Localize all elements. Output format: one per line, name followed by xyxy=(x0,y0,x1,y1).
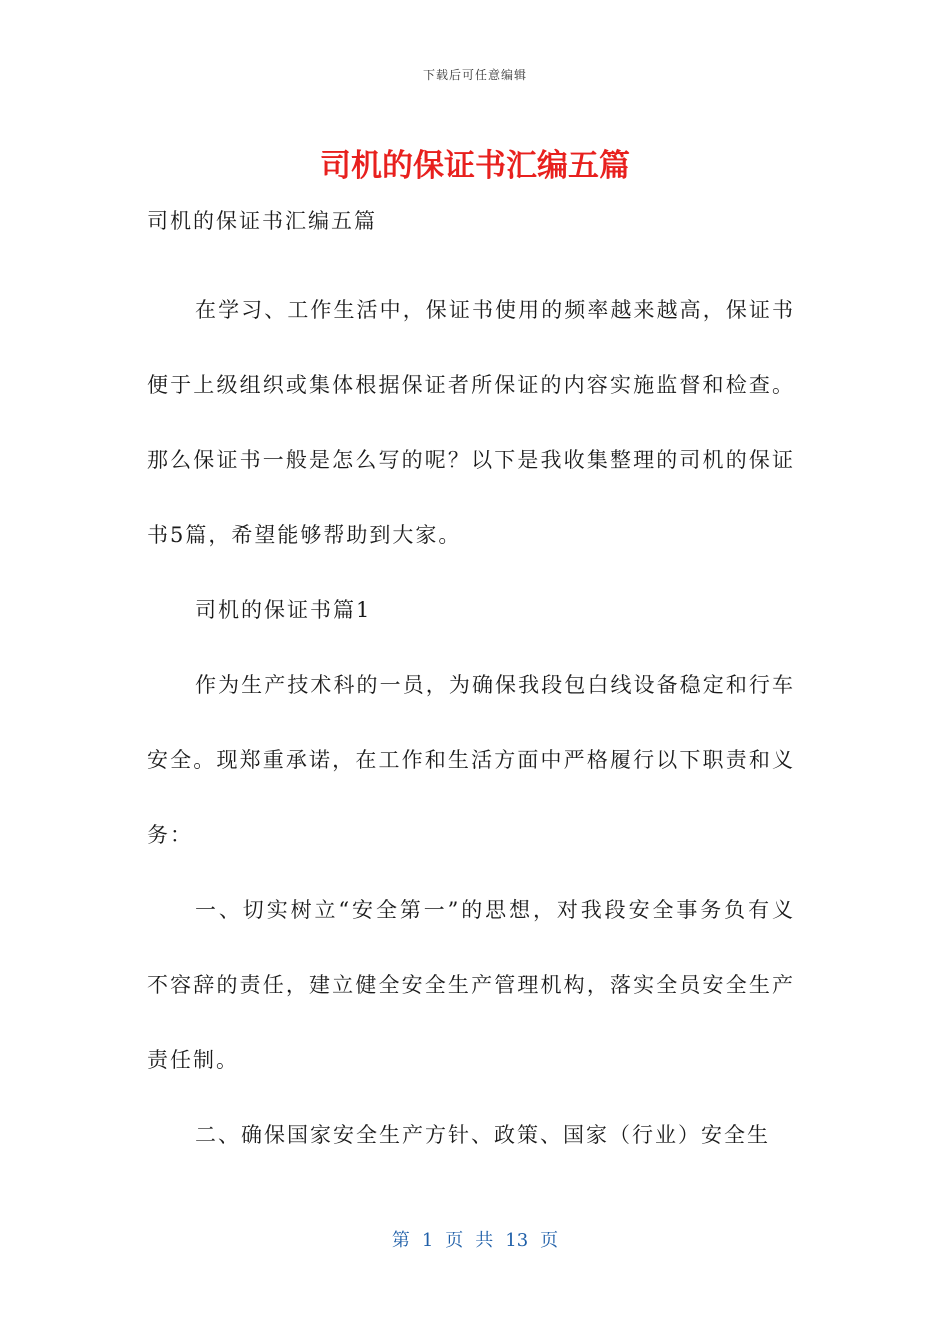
document-subtitle: 司机的保证书汇编五篇 xyxy=(147,209,377,233)
document-body xyxy=(147,273,795,1173)
paragraph-item-1: 一、切实树立“安全第一”的思想，对我段安全事务负有义不容辞的责任，建立健全安全生产管理机构，落实全员安全生产责任制。 xyxy=(147,898,795,1072)
paragraph-commitment: 作为生产技术科的一员，为确保我段包白线设备稳定和行车安全。现郑重承诺，在工作和生活方面中严格履行以下职责和义务： xyxy=(147,673,795,847)
page-label-suffix: 页 xyxy=(540,1230,559,1251)
header-note: 下载后可任意编辑 xyxy=(422,68,527,82)
current-page-number: 1 xyxy=(421,1230,434,1251)
paragraph-intro: 在学习、工作生活中，保证书使用的频率越来越高，保证书便于上级组织或集体根据保证者所保证的内容实施监督和检查。那么保证书一般是怎么写的呢？以下是我收集整理的司机的保证书5篇，希望能够帮助到大家。 xyxy=(147,298,795,547)
total-label-prefix: 共 xyxy=(475,1230,494,1251)
page-label-prefix: 第 xyxy=(391,1230,410,1251)
total-page-count: 13 xyxy=(505,1230,529,1251)
document-title: 司机的保证书汇编五篇 xyxy=(320,148,630,184)
page-label-mid: 页 xyxy=(445,1230,464,1251)
section-heading: 司机的保证书篇1 xyxy=(195,598,372,622)
page-number-footer xyxy=(0,1226,950,1252)
paragraph-item-2: 二、确保国家安全生产方针、政策、国家（行业）安全生 xyxy=(195,1123,770,1147)
